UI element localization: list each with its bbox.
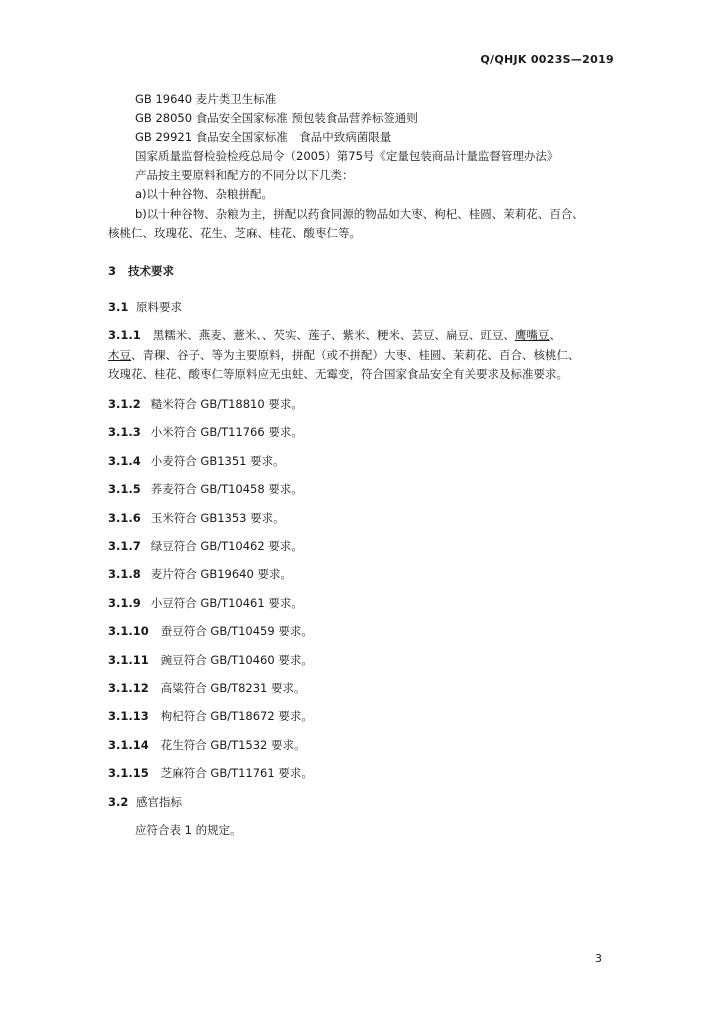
item-number: 3.1.1 <box>108 328 141 342</box>
reference-order-75: 国家质量监督检验检疫总局令（2005）第75号《定量包装商品计量监督管理办法》 <box>135 149 559 163</box>
section-3-2-heading <box>108 794 182 810</box>
item-text: 黑糯米、燕麦、薏米、、芡实、莲子、紫米、粳米、芸豆、扁豆、豇豆、 <box>152 328 515 342</box>
underlined-term: 木豆 <box>108 348 131 362</box>
reference-gb28050: GB 28050 食品安全国家标准 预包装食品营养标签通则 <box>135 111 418 125</box>
item-3-1-8: 3.1.8 麦片符合 GB19640 要求。 <box>108 567 292 581</box>
item-3-1-14: 3.1.14 花生符合 GB/T1532 要求。 <box>108 738 306 752</box>
section-3-2-body: 应符合表 1 的规定。 <box>135 823 242 837</box>
section-number: 3.2 <box>108 795 129 809</box>
section-number: 3.1 <box>108 300 129 314</box>
category-intro: 产品按主要原料和配方的不同分以下几类： <box>135 168 354 182</box>
reference-gb29921: GB 29921 食品安全国家标准 食品中致病菌限量 <box>135 130 392 144</box>
category-b-line1: b)以十种谷物、杂粮为主，拼配以药食同源的物品如大枣、枸杞、桂圆、茉莉花、百合、 <box>135 207 584 221</box>
item-3-1-15: 3.1.15 芝麻符合 GB/T11761 要求。 <box>108 766 313 780</box>
document-code: Q/QHJK 0023S—2019 <box>480 53 614 66</box>
item-3-1-6: 3.1.6 玉米符合 GB1353 要求。 <box>108 511 285 525</box>
item-3-1-1-line3: 玫瑰花、桂花、酸枣仁等原料应无虫蛀、无霉变，符合国家食品安全有关要求及标准要求。 <box>108 367 568 381</box>
item-3-1-5: 3.1.5 荞麦符合 GB/T10458 要求。 <box>108 482 303 496</box>
item-text: 、 <box>549 328 561 342</box>
item-3-1-7: 3.1.7 绿豆符合 GB/T10462 要求。 <box>108 539 303 553</box>
reference-gb19640: GB 19640 麦片类卫生标准 <box>135 92 277 106</box>
item-3-1-13: 3.1.13 枸杞符合 GB/T18672 要求。 <box>108 709 313 723</box>
item-3-1-4: 3.1.4 小麦符合 GB1351 要求。 <box>108 454 285 468</box>
item-3-1-9: 3.1.9 小豆符合 GB/T10461 要求。 <box>108 596 303 610</box>
item-3-1-12: 3.1.12 高粱符合 GB/T8231 要求。 <box>108 681 306 695</box>
underlined-term: 鹰嘴豆 <box>515 328 550 342</box>
category-a: a)以十种谷物、杂粮拼配。 <box>135 187 274 201</box>
item-3-1-3: 3.1.3 小米符合 GB/T11766 要求。 <box>108 425 303 439</box>
section-3-1-heading <box>108 299 182 315</box>
section-title: 技术要求 <box>128 264 174 278</box>
section-number: 3 <box>108 264 117 278</box>
section-title: 感官指标 <box>136 795 182 809</box>
item-3-1-1-line1 <box>108 327 618 343</box>
category-b-line2: 核桃仁、玫瑰花、花生、芝麻、桂花、酸枣仁等。 <box>108 226 361 240</box>
item-3-1-10: 3.1.10 蚕豆符合 GB/T10459 要求。 <box>108 624 313 638</box>
item-3-1-2: 3.1.2 糙米符合 GB/T18810 要求。 <box>108 397 303 411</box>
section-title: 原料要求 <box>136 300 182 314</box>
page-number: 3 <box>595 952 602 965</box>
item-3-1-11: 3.1.11 豌豆符合 GB/T10460 要求。 <box>108 653 313 667</box>
section-3-heading <box>108 263 174 279</box>
item-text: 、青稞、谷子、等为主要原料，拼配（或不拼配）大枣、桂圆、茉莉花、百合、核桃仁、 <box>131 348 580 362</box>
item-3-1-1-line2 <box>108 347 618 363</box>
